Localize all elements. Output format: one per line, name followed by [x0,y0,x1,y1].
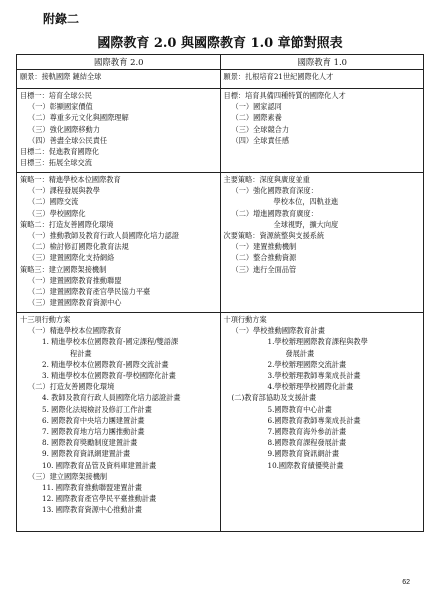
vision-text: 願景：扎根培育21世紀國際化人才 [223,72,334,81]
cell-line: （二）整合推動資源 [231,253,297,263]
cell-line: （三）全球競合力 [231,124,290,134]
cell-line: 3.學校辦理教師專業成長計畫 [267,371,361,381]
cell-line: 1. 精進學校本位國際教育-國定課程/雙語課 [42,337,179,347]
cell-line: （三）建置國際教育資源中心 [28,298,122,308]
row-goals [17,89,424,173]
row-strategies [17,173,424,313]
goals-cell-1 [220,89,424,173]
cell-line: 4.學校辦理學校國際化計畫 [267,382,354,392]
cell-line: 5.國際教育中心計畫 [267,404,332,414]
cell-line: 9. 國際教育資訊網建置計畫 [42,449,131,459]
column-header-edu-1: 國際教育 1.0 [220,55,424,70]
cell-line: 3. 精進學校本位國際教育-學校國際化計畫 [42,371,176,381]
cell-line: 目標二：促進教育國際化 [20,147,100,157]
cell-line: （一）精進學校本位國際教育 [28,326,122,336]
cell-line: 策略三：建立國際架接機制 [20,264,107,274]
cell-line: 7. 國際教育地方培力團推動計畫 [42,427,145,437]
action-plans-cell-2 [17,313,221,532]
cell-line: 8.國際教育課程發展計畫 [267,438,347,448]
cell-line: （二）檢討修訂國際化教育法規 [28,242,129,252]
cell-line: (二)教育部協助及支援計畫 [231,393,317,403]
cell-line: （三）學校國際化 [28,208,86,218]
cell-line: 策略一：精進學校本位國際教育 [20,175,121,184]
cell-line: （一）國家認同 [231,102,282,112]
vision-cell-2 [17,70,221,89]
appendix-label: 附錄二 [43,12,80,26]
cell-line: （三）建置國際化支持網絡 [28,253,115,263]
cell-line: （三）建立國際架接機制 [28,471,108,481]
cell-line: 13. 國際教育資源中心推動計畫 [42,505,142,515]
cell-line: （二）國際素養 [231,113,282,123]
cell-line: 目標一：培育全球公民 [20,91,92,100]
cell-line: （一）推動教師及教育行政人員國際化培力認證 [28,231,179,241]
cell-line: 次要策略：資源統整與支援系統 [223,231,325,241]
row-vision [17,70,424,89]
table-header-row [17,55,424,70]
column-header-edu-2: 國際教育 2.0 [17,55,221,70]
cell-line: （三）進行全面品管 [231,264,297,274]
cell-line: 學校本位，四軌並進 [273,197,339,207]
vision-text: 願景：接軌國際 鏈結全球 [20,72,102,81]
cell-line: 10. 國際教育品管及資料庫建置計畫 [42,460,157,470]
strategies-cell-2 [17,173,221,313]
cell-line: （二）打造友善國際化環境 [28,382,115,392]
cell-line: 十項行動方案 [223,315,267,324]
cell-line: （二）國際交流 [28,197,79,207]
strategies-cell-1 [220,173,424,313]
cell-line: （三）強化國際移動力 [28,124,100,134]
cell-line: 12. 國際教育產官學民平臺推動計畫 [42,494,157,504]
cell-line: （一）彰顯國家價值 [28,102,93,112]
cell-line: 9.國際教育資訊網計畫 [267,449,340,459]
cell-line: 策略二：打造友善國際化環境 [20,219,114,229]
cell-line: 發展計畫 [285,348,315,358]
cell-line: 目標：培育具備四種特質的國際化人才 [223,91,346,100]
vision-cell-1 [220,70,424,89]
cell-line: 1.學校辦理國際教育課程與教學 [267,337,368,347]
cell-line: （二）增進國際教育廣度： [231,208,318,218]
cell-line: （二）尊重多元文化與國際理解 [28,113,129,123]
cell-line: 6. 國際教育中央培力團建置計畫 [42,415,145,425]
row-action-plans [17,313,424,532]
cell-line: 2.學校辦理國際交流計畫 [267,359,347,369]
page-title: 國際教育 2.0 與國際教育 1.0 章節對照表 [97,36,343,51]
cell-line: 全球視野，擴大向度 [273,219,339,229]
cell-line: （一）學校推動國際教育計畫 [231,326,325,336]
cell-line: 目標三：拓展全球交流 [20,158,92,168]
cell-line: （四）全球責任感 [231,135,290,145]
cell-line: （一）建置國際教育推動聯盟 [28,275,122,285]
cell-line: 6.國際教育教師專業成長計畫 [267,415,361,425]
cell-line: 10.國際教育績優獎計畫 [267,460,344,470]
cell-line: （四）善盡全球公民責任 [28,135,108,145]
cell-line: 11. 國際教育推動聯盟建置計畫 [42,483,142,493]
action-plans-cell-1 [220,313,424,532]
cell-line: 4. 教師及教育行政人員國際化培力認證計畫 [42,393,181,403]
cell-line: 主要策略：深度與廣度並重 [223,175,310,184]
cell-line: 2. 精進學校本位國際教育-國際交流計畫 [42,359,169,369]
cell-line: （一）課程發展與教學 [28,186,100,196]
goals-cell-2 [17,89,221,173]
cell-line: 程計畫 [70,348,92,358]
cell-line: 8. 國際教育獎勵制度建置計畫 [42,438,138,448]
comparison-table [16,54,424,532]
cell-line: （一）建置推動機制 [231,242,297,252]
cell-line: 5. 國際化法規檢討及修訂工作計畫 [42,404,152,414]
cell-line: （二）建置國際教育產官學民協力平臺 [28,287,151,297]
cell-line: 十三項行動方案 [20,315,71,324]
page-number: 62 [402,579,410,586]
cell-line: （一）強化國際教育深度： [231,186,318,196]
cell-line: 7.國際教育海外參訪計畫 [267,427,347,437]
